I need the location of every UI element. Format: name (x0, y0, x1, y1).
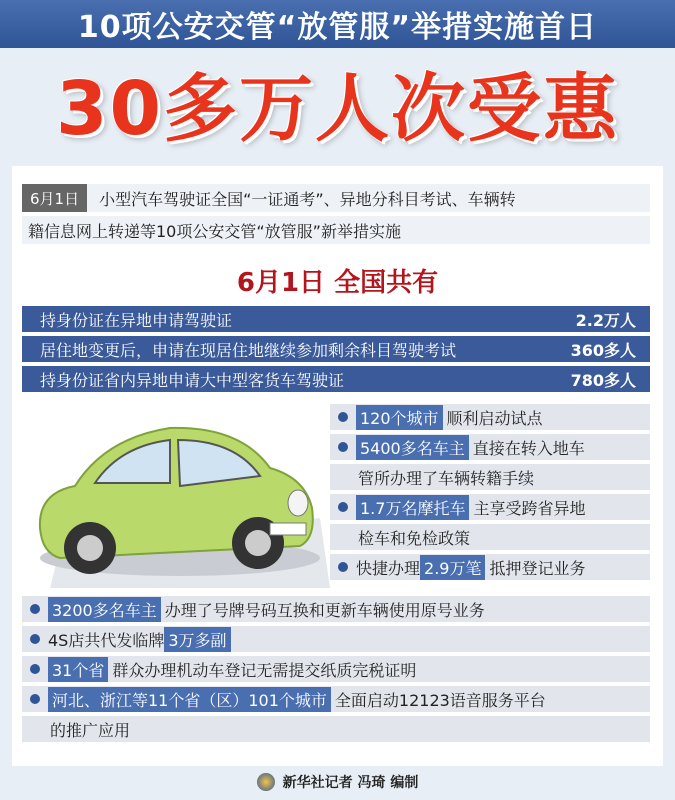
bullet-icon (30, 664, 40, 674)
bullet-icon (30, 634, 40, 644)
intro-block (22, 184, 650, 248)
stat-row (22, 336, 650, 362)
list-item: 4S店共代发临牌 3万多副 (22, 626, 650, 652)
stat-label: 持身份证省内异地申请大中型客货车驾驶证 (40, 370, 345, 390)
headline: 30多万人次受惠 (56, 66, 619, 152)
highlight-list-full (22, 596, 650, 746)
car-illustration (20, 398, 330, 588)
stat-row (22, 306, 650, 332)
list-item: 31个省 群众办理机动车登记无需提交纸质完税证明 (22, 656, 650, 682)
bullet-icon (338, 412, 348, 422)
intro-text-2: 籍信息网上转递等10项公安交管“放管服”新举措实施 (28, 221, 401, 241)
intro-line-2 (22, 216, 650, 244)
bullet-icon (30, 694, 40, 704)
credit-text: 新华社记者 冯琦 编制 (282, 775, 419, 791)
bullet-icon (30, 604, 40, 614)
intro-text-1: 小型汽车驾驶证全国“一证通考”、异地分科目考试、车辆转 (99, 189, 516, 209)
list-item: 3200多名车主 办理了号牌号码互换和更新车辆使用原号业务 (22, 596, 650, 622)
date-tag: 6月1日 (22, 184, 87, 212)
list-item: 1.7万名摩托车 主享受跨省异地 (330, 494, 650, 520)
stat-value: 2.2万人 (575, 310, 636, 330)
xinhua-logo-icon (257, 773, 275, 791)
stat-value: 780多人 (570, 370, 636, 390)
list-item: 120个城市 顺利启动试点 (330, 404, 650, 430)
bullet-icon (338, 502, 348, 512)
list-item: 河北、浙江等11个省（区）101个城市 全面启动12123语音服务平台 (22, 686, 650, 712)
stats-list (22, 306, 650, 396)
footer-credit (0, 770, 675, 794)
list-item: 5400多名车主 直接在转入地车 (330, 434, 650, 460)
list-item: 管所办理了车辆转籍手续 (330, 464, 650, 490)
highlight-list-right (330, 404, 650, 584)
bullet-icon (338, 442, 348, 452)
section-subhead: 6月1日 全国共有 (236, 268, 439, 298)
page-title: 10项公安交管“放管服”举措实施首日 (77, 10, 598, 45)
top-title-bar (0, 0, 675, 48)
stat-row (22, 366, 650, 392)
stat-label: 居住地变更后，申请在现居住地继续参加剩余科目驾驶考试 (40, 340, 457, 360)
list-item: 的推广应用 (22, 716, 650, 742)
intro-line-1 (22, 184, 650, 212)
stat-label: 持身份证在异地申请驾驶证 (40, 310, 233, 330)
stat-value: 360多人 (570, 340, 636, 360)
list-item: 检车和免检政策 (330, 524, 650, 550)
bullet-icon (338, 562, 348, 572)
list-item: 快捷办理 2.9万笔 抵押登记业务 (330, 554, 650, 580)
